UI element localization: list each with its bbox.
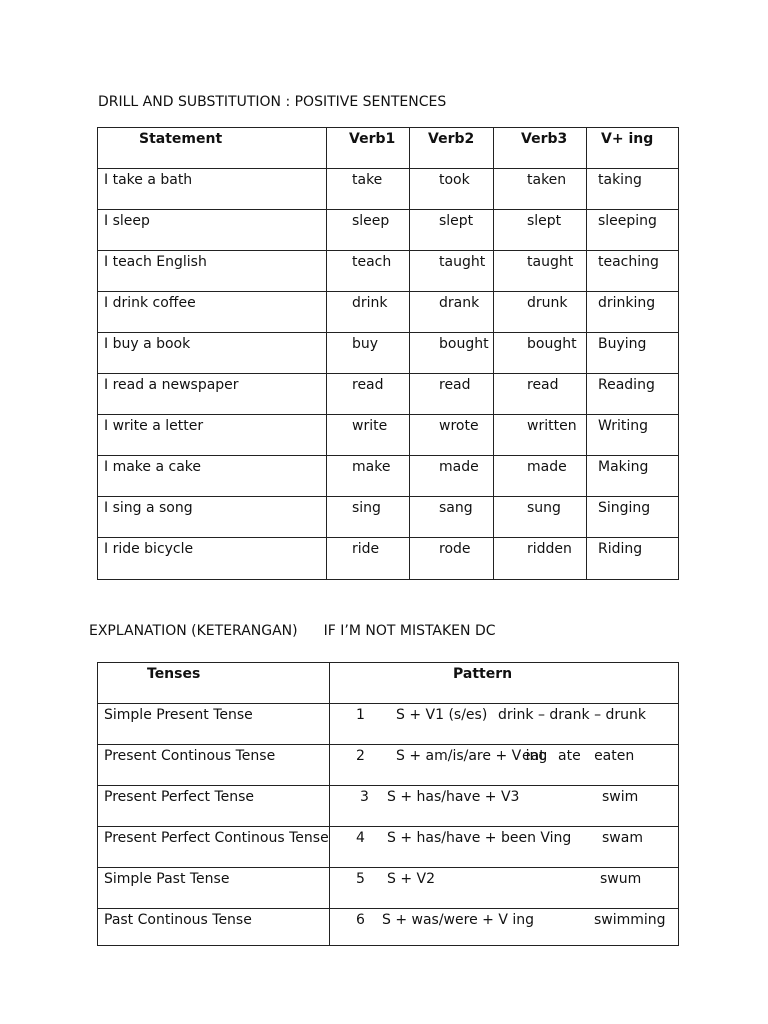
- ving-cell: Making: [587, 456, 679, 497]
- verb3-cell: drunk: [494, 292, 587, 333]
- tense-row: [98, 704, 679, 745]
- statement-cell: I make a cake: [98, 456, 327, 497]
- drill-row: [98, 169, 679, 210]
- ving-cell: Buying: [587, 333, 679, 374]
- drill-row: [98, 251, 679, 292]
- verb1-cell: take: [327, 169, 410, 210]
- verb3-cell: sung: [494, 497, 587, 538]
- explanation-heading: [89, 623, 496, 639]
- statement-cell: I sing a song: [98, 497, 327, 538]
- statement-cell: I buy a book: [98, 333, 327, 374]
- tense-name-cell: Present Perfect Continous Tense: [98, 827, 330, 868]
- tense-name-cell: Past Continous Tense: [98, 909, 330, 946]
- verb2-cell: rode: [410, 538, 494, 580]
- tense-row: [98, 745, 679, 786]
- drill-row: [98, 415, 679, 456]
- verb1-cell: buy: [327, 333, 410, 374]
- verb1-cell: write: [327, 415, 410, 456]
- verb2-cell: took: [410, 169, 494, 210]
- drill-table: [97, 127, 679, 580]
- pattern-example: swimming: [594, 912, 666, 928]
- pattern-number: 6: [356, 912, 365, 928]
- verb2-cell: sang: [410, 497, 494, 538]
- verb1-cell: ride: [327, 538, 410, 580]
- ving-cell: teaching: [587, 251, 679, 292]
- pattern-number: 1: [356, 707, 365, 723]
- pattern-cell: [330, 827, 679, 868]
- explanation-note: IF I’M NOT MISTAKEN DC: [323, 623, 496, 639]
- page-title: DRILL AND SUBSTITUTION : POSITIVE SENTENCES: [98, 94, 447, 110]
- drill-row: [98, 292, 679, 333]
- ving-cell: taking: [587, 169, 679, 210]
- tense-row: [98, 909, 679, 946]
- explanation-label: EXPLANATION (KETERANGAN): [89, 623, 298, 639]
- ving-cell: Singing: [587, 497, 679, 538]
- ving-cell: Riding: [587, 538, 679, 580]
- verb2-cell: made: [410, 456, 494, 497]
- header-verb3: Verb3: [494, 128, 587, 169]
- tense-name-cell: Present Continous Tense: [98, 745, 330, 786]
- pattern-formula: S + has/have + been Ving: [387, 830, 572, 846]
- tense-row: [98, 868, 679, 909]
- ving-cell: Reading: [587, 374, 679, 415]
- pattern-example: eat ate eaten: [522, 748, 635, 764]
- pattern-number: 4: [356, 830, 365, 846]
- header-verb1: Verb1: [327, 128, 410, 169]
- verb3-cell: taken: [494, 169, 587, 210]
- verb2-cell: drank: [410, 292, 494, 333]
- verb2-cell: slept: [410, 210, 494, 251]
- pattern-cell: [330, 786, 679, 827]
- ving-cell: Writing: [587, 415, 679, 456]
- ving-cell: drinking: [587, 292, 679, 333]
- pattern-cell: [330, 704, 679, 745]
- verb3-cell: taught: [494, 251, 587, 292]
- statement-cell: I take a bath: [98, 169, 327, 210]
- pattern-formula: S + V1 (s/es): [396, 707, 488, 723]
- pattern-cell: [330, 868, 679, 909]
- verb2-cell: taught: [410, 251, 494, 292]
- header-statement: Statement: [98, 128, 327, 169]
- verb2-cell: read: [410, 374, 494, 415]
- verb3-cell: read: [494, 374, 587, 415]
- tense-name-cell: Simple Present Tense: [98, 704, 330, 745]
- pattern-example: drink – drank – drunk: [498, 707, 647, 723]
- pattern-cell: [330, 909, 679, 946]
- tense-row: [98, 786, 679, 827]
- tenses-table: [97, 662, 679, 946]
- verb1-cell: make: [327, 456, 410, 497]
- pattern-number: 3: [360, 789, 369, 805]
- pattern-example: swum: [600, 871, 642, 887]
- ving-cell: sleeping: [587, 210, 679, 251]
- verb3-cell: written: [494, 415, 587, 456]
- statement-cell: I ride bicycle: [98, 538, 327, 580]
- statement-cell: I teach English: [98, 251, 327, 292]
- drill-row: [98, 497, 679, 538]
- pattern-example: swam: [602, 830, 643, 846]
- drill-row: [98, 456, 679, 497]
- pattern-number: 5: [356, 871, 365, 887]
- verb2-cell: wrote: [410, 415, 494, 456]
- pattern-formula: S + was/were + V ing: [382, 912, 534, 928]
- verb1-cell: drink: [327, 292, 410, 333]
- header-tenses: Tenses: [98, 663, 330, 704]
- drill-header-row: [98, 128, 679, 169]
- tense-name-cell: Simple Past Tense: [98, 868, 330, 909]
- tense-name-cell: Present Perfect Tense: [98, 786, 330, 827]
- pattern-formula: S + V2: [387, 871, 436, 887]
- pattern-number: 2: [356, 748, 365, 764]
- pattern-formula: S + has/have + V3: [387, 789, 520, 805]
- drill-row: [98, 538, 679, 580]
- verb1-cell: sleep: [327, 210, 410, 251]
- verb3-cell: bought: [494, 333, 587, 374]
- drill-row: [98, 374, 679, 415]
- verb1-cell: read: [327, 374, 410, 415]
- statement-cell: I write a letter: [98, 415, 327, 456]
- pattern-cell: [330, 745, 679, 786]
- verb3-cell: made: [494, 456, 587, 497]
- tense-row: [98, 827, 679, 868]
- verb1-cell: sing: [327, 497, 410, 538]
- pattern-formula: S + am/is/are + V ing: [396, 748, 548, 764]
- statement-cell: I sleep: [98, 210, 327, 251]
- statement-cell: I read a newspaper: [98, 374, 327, 415]
- pattern-example: swim: [602, 789, 639, 805]
- verb1-cell: teach: [327, 251, 410, 292]
- verb2-cell: bought: [410, 333, 494, 374]
- header-pattern: Pattern: [330, 663, 679, 704]
- verb3-cell: ridden: [494, 538, 587, 580]
- verb3-cell: slept: [494, 210, 587, 251]
- drill-row: [98, 333, 679, 374]
- tenses-header-row: [98, 663, 679, 704]
- header-ving: V+ ing: [587, 128, 679, 169]
- header-verb2: Verb2: [410, 128, 494, 169]
- statement-cell: I drink coffee: [98, 292, 327, 333]
- drill-row: [98, 210, 679, 251]
